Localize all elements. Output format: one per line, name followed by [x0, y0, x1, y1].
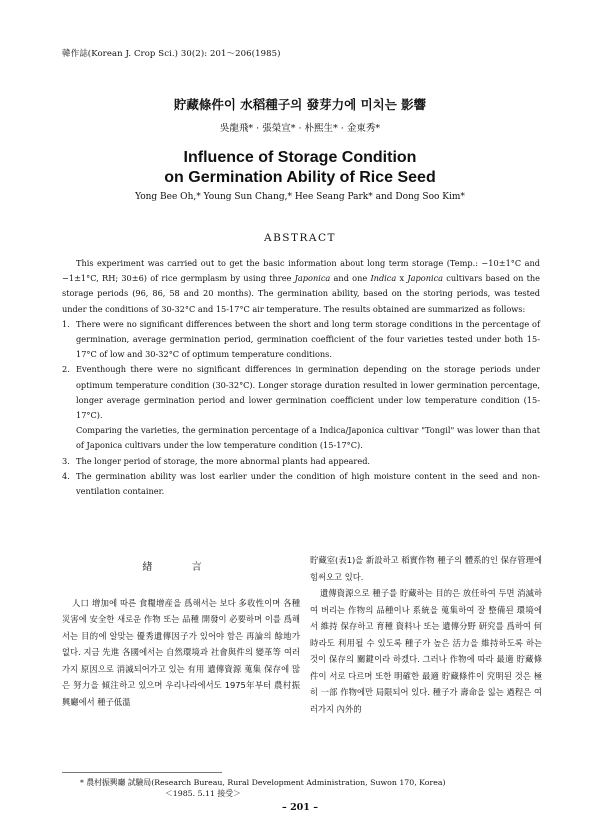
abstract-item-1: 1. There were no significant differences between the short and long term storage conditions in the percentage of germination, average germination period, germination coefficient of the four varieties tested under both 15-17°C of low and 30-32°C of optimum temperature conditions. — [62, 318, 540, 360]
introduction-heading: 緖 言 — [142, 562, 220, 573]
page-number: – 201 – — [282, 802, 318, 813]
introduction-paragraph-1: 人口 增加에 따른 食糧增産을 爲해서는 보다 多收性이며 各種 災害에 安全한 새로운 作物 또는 品種 開發이 必要하며 이를 爲해서는 目的에 알맞는 優秀遺傳因子가 있어야 함은 再論의 餘地가 없다. 지금 先進 各國에서는 自然環境과 社會與件의 變革等 여러가지 原因으로 消滅되어가고 있는 有用 遺傳資源 蒐集 保存에 많은 努力을 傾注하고 있으며 우리나라에서도 1975年부터 農村振興廳에서 種子低溫 — [62, 597, 300, 707]
introduction-right-column — [310, 552, 542, 717]
introduction-paragraph-2: 貯藏室(表1)을 新設하고 稻實作物 種子의 體系的인 保存管理에 힘써오고 있다. — [310, 555, 542, 582]
english-authors: Yong Bee Oh,* Young Sun Chang,* Hee Seang Park* and Dong Soo Kim* — [135, 192, 465, 202]
introduction-left-column — [62, 560, 300, 710]
english-title-line-1: Influence of Storage Condition — [183, 149, 417, 166]
journal-reference: 韓作誌(Korean J. Crop Sci.) 30(2): 201～206(1985) — [62, 49, 281, 59]
abstract-heading: ABSTRACT — [263, 232, 337, 244]
korean-authors: 吳龍飛* · 張榮宣* · 朴熙生* · 金東秀* — [219, 123, 381, 134]
abstract-intro: This experiment was carried out to get the basic information about long term storage (Temp.: −10±1°C and −1±1°C, RH; 30±6) of rice germplasm by using three Japonica and one Indica x Japonica cultivars based on the storage periods (96, 86, 58 and 20 months). The germination ability, based on the storing periods, was tested under the conditions of 30-32°C and 15-17°C air temperature. The results obtained are summarized as follows: — [62, 258, 540, 314]
abstract-item-2-comparison: Comparing the varieties, the germination percentage of a Indica/Japonica cultivar "Tongil" was lower than that of Japonica cultivars under the low temperature condition (15-17°C). — [76, 425, 540, 451]
abstract-item-3: 3. The longer period of storage, the more abnormal plants had appeared. — [62, 455, 371, 466]
footnote-received-date: ＜1985. 5.11 接受＞ — [165, 789, 241, 798]
korean-title: 貯藏條件이 水稻種子의 發芽力에 미치는 影響 — [173, 97, 427, 112]
introduction-paragraph-3: 遺傳資源으로 種子를 貯藏하는 目的은 放任하여 두면 消滅하여 버리는 作物의 品種이나 系統을 蒐集하여 잘 整備된 環境에서 維持 保存하고 育種 資料나 또는 遺傳分野 研究를 爲하여 何時라도 利用될 수 있도록 種子가 높은 活力을 維持하도록 하는 것이 保存의 關鍵이라 하겠다. 그러나 作物에 따라 最適 貯藏條件이 서로 다르며 또한 明確한 最適 貯藏條件이 究明된 것은 極히 一部 作物에만 局限되어 있다. 種子가 壽命을 잃는 過程은 여러가지 內外的 — [310, 588, 542, 714]
abstract-item-2: 2. Eventhough there were no significant differences in germination depending on the storage periods under optimum temperature condition (30-32°C). Longer storage duration resulted in lower germination percentage, longer average germination period and lower germination coefficient under low temperature condition (15-17°C). — [62, 364, 540, 421]
english-title — [0, 148, 600, 188]
english-title-line-2: on Germination Ability of Rice Seed — [164, 169, 436, 186]
abstract-body — [62, 256, 540, 499]
footnote-affiliation: * 農村振興廳 試驗局(Research Bureau, Rural Development Administration, Suwon 170, Korea) — [80, 778, 446, 787]
footnote-divider — [62, 772, 222, 773]
footnote — [80, 777, 540, 799]
abstract-item-4: 4. The germination ability was lost earlier under the condition of high moisture content in the seed and non-ventilation container. — [62, 470, 540, 497]
